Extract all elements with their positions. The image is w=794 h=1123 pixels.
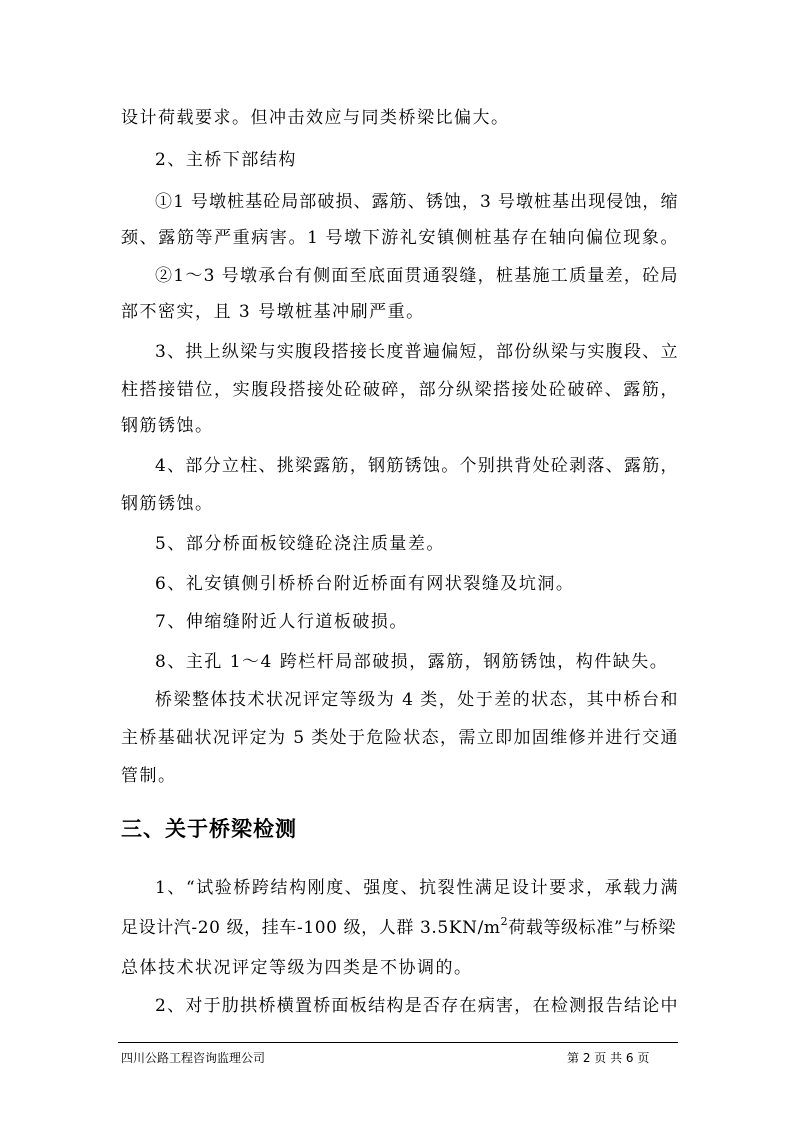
paragraph-line: 3、拱上纵梁与实腹段搭接长度普遍偏短，部份纵梁与实腹段、立 <box>155 342 678 362</box>
footer-company: 四川公路工程咨询监理公司 <box>121 1051 266 1065</box>
paragraph-line: 总体技术状况评定等级为四类是不协调的。 <box>121 958 473 978</box>
paragraph-line: 桥梁整体技术状况评定等级为 4 类，处于差的状态，其中桥台和 <box>155 690 678 710</box>
footer-page-number: 第 2 页 共 6 页 <box>567 1051 650 1065</box>
paragraph-line: 2、对于肋拱桥横置桥面板结构是否存在病害，在检测报告结论中 <box>155 996 678 1016</box>
paragraph-line: 1、“试验桥跨结构刚度、强度、抗裂性满足设计要求，承载力满 <box>155 878 678 898</box>
superscript-text: 2 <box>500 915 509 928</box>
paragraph-line: ②1～3 号墩承台有侧面至底面贯通裂缝，桩基施工质量差，砼局 <box>155 266 678 286</box>
paragraph-text: 荷载等级标准”与桥梁 <box>508 918 676 938</box>
paragraph-line: 8、主孔 1～4 跨栏杆局部破损，露筋，钢筋锈蚀，构件缺失。 <box>155 652 669 672</box>
paragraph-line: 设计荷载要求。但冲击效应与同类桥梁比偏大。 <box>121 108 510 128</box>
paragraph-line: 6、礼安镇侧引桥桥台附近桥面有网状裂缝及坑洞。 <box>155 574 575 594</box>
paragraph-line: 5、部分桥面板铰缝砼浇注质量差。 <box>155 534 445 554</box>
paragraph-line: 钢筋锈蚀。 <box>121 494 214 514</box>
section-subtitle: 2、主桥下部结构 <box>155 150 297 170</box>
section-heading: 三、关于桥梁检测 <box>121 817 297 841</box>
paragraph-text: 足设计汽-20 级，挂车-100 级，人群 3.5KN/m <box>121 918 501 938</box>
paragraph-line: ①1 号墩桩基砼局部破损、露筋、锈蚀，3 号墩桩基出现侵蚀，缩 <box>155 192 678 212</box>
paragraph-line: 7、伸缩缝附近人行道板破损。 <box>155 612 408 632</box>
paragraph-line <box>121 915 676 938</box>
paragraph-line: 柱搭接错位，实腹段搭接处砼破碎，部分纵梁搭接处砼破碎、露筋， <box>121 380 678 400</box>
paragraph-line: 4、部分立柱、挑梁露筋，钢筋锈蚀。个别拱背处砼剥落、露筋， <box>155 456 678 476</box>
paragraph-line: 钢筋锈蚀。 <box>121 416 214 436</box>
paragraph-line: 管制。 <box>121 766 177 786</box>
paragraph-line: 部不密实，且 3 号墩桩基冲刷严重。 <box>121 302 425 322</box>
footer-divider <box>118 1042 678 1043</box>
paragraph-line: 颈、露筋等严重病害。1 号墩下游礼安镇侧桩基存在轴向偏位现象。 <box>121 228 678 248</box>
paragraph-line: 主桥基础状况评定为 5 类处于危险状态，需立即加固维修并进行交通 <box>121 728 678 748</box>
